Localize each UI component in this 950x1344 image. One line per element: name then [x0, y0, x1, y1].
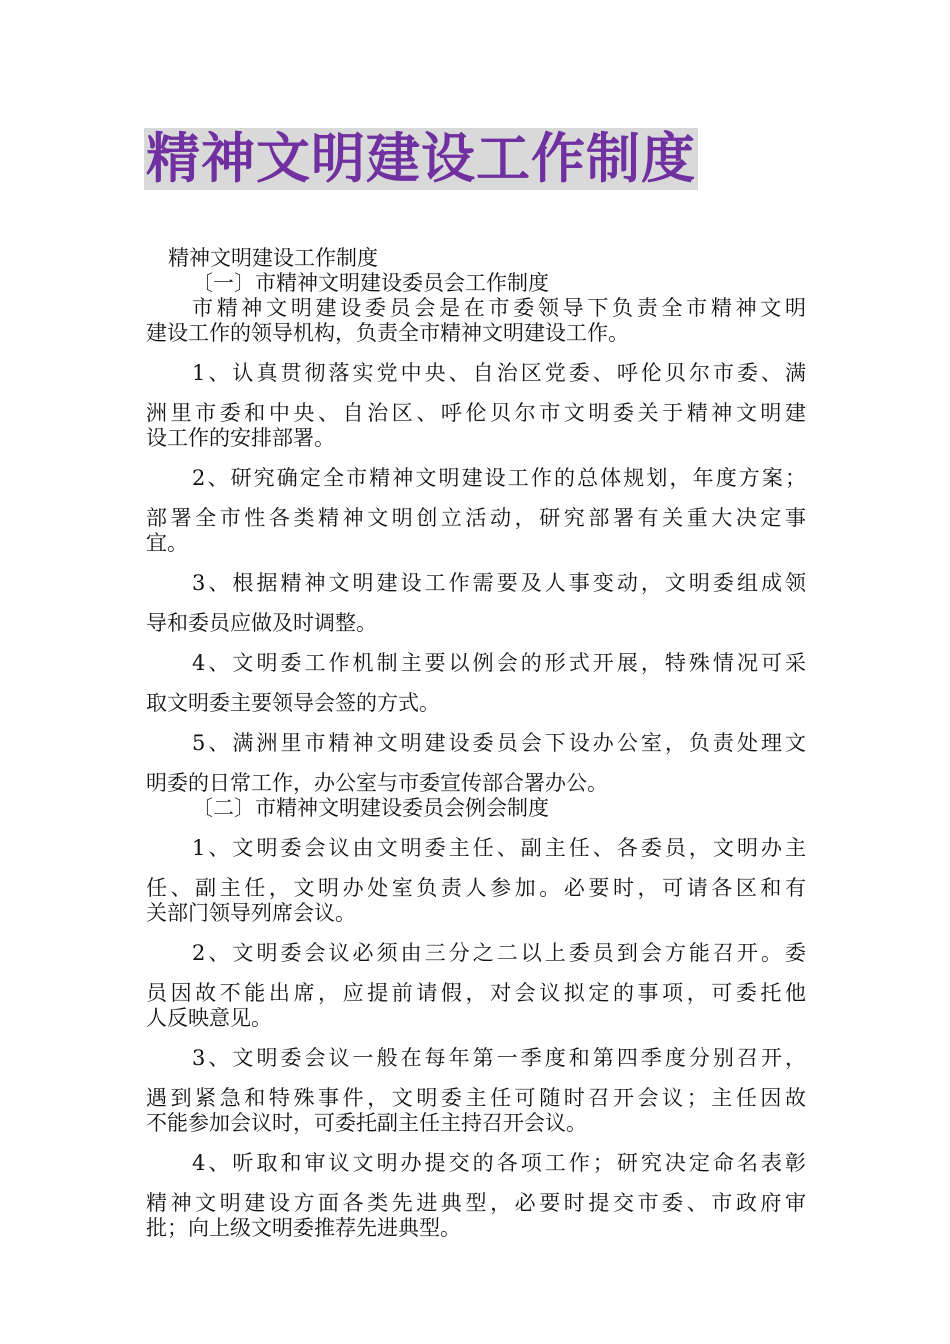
paragraph-line: 设工作的安排部署。 [146, 426, 335, 450]
paragraph-line: 4、听取和审议文明办提交的各项工作；研究决定命名表彰 [192, 1151, 806, 1175]
paragraph-line: 关部门领导列席会议。 [146, 901, 356, 925]
paragraph-line: 员因故不能出席，应提前请假，对会议拟定的事项，可委托他 [146, 981, 806, 1005]
paragraph-line: 洲里市委和中央、自治区、呼伦贝尔市文明委关于精神文明建 [146, 401, 806, 425]
paragraph-line: 批；向上级文明委推荐先进典型。 [146, 1216, 461, 1240]
paragraph-line: 4、文明委工作机制主要以例会的形式开展，特殊情况可采 [192, 651, 806, 675]
paragraph-line: 2、研究确定全市精神文明建设工作的总体规划，年度方案； [192, 466, 806, 490]
paragraph-line: 人反映意见。 [146, 1006, 272, 1030]
paragraph-line: 建设工作的领导机构，负责全市精神文明建设工作。 [146, 321, 629, 345]
paragraph-line: 任、副主任，文明办处室负责人参加。必要时，可请各区和有 [146, 876, 806, 900]
paragraph-line: 精神文明建设方面各类先进典型，必要时提交市委、市政府审 [146, 1191, 806, 1215]
paragraph-line: 1、文明委会议由文明委主任、副主任、各委员，文明办主 [192, 836, 806, 860]
paragraph-line: 1、认真贯彻落实党中央、自治区党委、呼伦贝尔市委、满 [192, 361, 806, 385]
paragraph-line: 宜。 [146, 531, 188, 555]
paragraph-line: 市精神文明建设委员会是在市委领导下负责全市精神文明 [192, 296, 806, 320]
paragraph-line: 不能参加会议时，可委托副主任主持召开会议。 [146, 1111, 587, 1135]
paragraph-line: 导和委员应做及时调整。 [146, 611, 377, 635]
paragraph-line: 3、文明委会议一般在每年第一季度和第四季度分别召开， [192, 1046, 806, 1070]
paragraph-line: 5、满洲里市精神文明建设委员会下设办公室，负责处理文 [192, 731, 806, 755]
document-title: 精神文明建设工作制度 [146, 127, 696, 190]
paragraph-line: 2、文明委会议必须由三分之二以上委员到会方能召开。委 [192, 941, 806, 965]
paragraph-line: 遇到紧急和特殊事件，文明委主任可随时召开会议；主任因故 [146, 1086, 806, 1110]
document-body [146, 246, 806, 1241]
paragraph-line: 明委的日常工作，办公室与市委宣传部合署办公。 [146, 771, 608, 795]
section-heading-2: 〔二〕市精神文明建设委员会例会制度 [192, 796, 549, 820]
paragraph-line: 部署全市性各类精神文明创立活动，研究部署有关重大决定事 [146, 506, 806, 530]
paragraph-line: 取文明委主要领导会签的方式。 [146, 691, 440, 715]
subtitle-line: 精神文明建设工作制度 [168, 246, 378, 270]
section-heading-1: 〔一〕市精神文明建设委员会工作制度 [192, 271, 549, 295]
paragraph-line: 3、根据精神文明建设工作需要及人事变动，文明委组成领 [192, 571, 806, 595]
